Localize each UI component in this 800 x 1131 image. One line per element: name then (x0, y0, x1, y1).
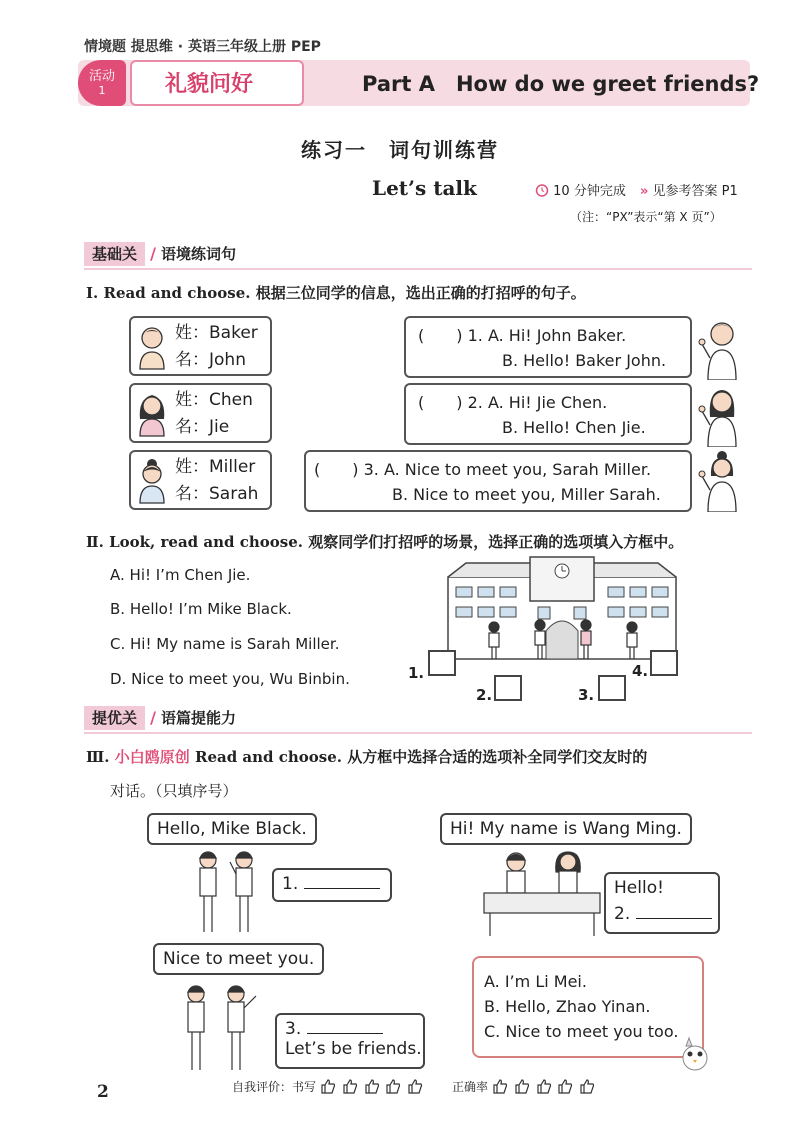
speech-bubble (272, 868, 392, 902)
two-boys-illustration (186, 846, 272, 934)
surname: Chen (209, 390, 253, 410)
activity-badge-num: 1 (98, 84, 106, 97)
boy-waving-icon (698, 318, 742, 380)
page-number: 2 (97, 1082, 109, 1102)
item-number: 1. (467, 326, 483, 345)
section-rule (84, 732, 752, 734)
boy-avatar-icon (135, 322, 169, 370)
activity-badge-label: 活动 (88, 69, 115, 84)
answer-paren[interactable]: ( ) (418, 326, 463, 345)
blank-number: 3. (285, 1019, 302, 1039)
answer-box-4[interactable] (650, 650, 678, 676)
thumbs-up-icon[interactable] (320, 1078, 336, 1097)
given-name: John (209, 350, 246, 370)
choice-box (304, 450, 692, 512)
surname: Miller (209, 457, 256, 477)
choice-box (404, 316, 692, 378)
q-title-cn: 从方框中选择合适的选项补全同学们交友时的 (347, 748, 648, 766)
option-c: C. Hi! My name is Sarah Miller. (110, 635, 340, 653)
answer-line[interactable] (307, 1033, 383, 1034)
q-number: Ⅲ. (86, 748, 110, 766)
girl-waving-icon (698, 450, 742, 512)
speech-bubble (604, 872, 720, 934)
reply-text: Let’s be friends. (285, 1039, 422, 1059)
answer-line[interactable] (636, 918, 712, 919)
divider: / (150, 708, 156, 727)
blank-number: 1. (408, 664, 425, 682)
two-boys-illustration (176, 980, 266, 1072)
original-badge: 小白鸥原创 (114, 748, 190, 766)
section-basic (84, 243, 236, 264)
unit-title: Part A How do we greet friends? (362, 72, 760, 96)
given-name-label: 名： (175, 484, 209, 504)
thumbs-up-icon[interactable] (407, 1078, 423, 1097)
section-rule (84, 268, 752, 270)
self-evaluation (232, 1078, 425, 1097)
q-title-cn-cont: 对话。（只填序号） (110, 782, 238, 800)
surname: Baker (209, 323, 258, 343)
blank-number: 1. (282, 874, 299, 894)
option-a: A. Nice to meet you, Sarah Miller. (383, 460, 652, 479)
answer-box-1[interactable] (428, 650, 456, 676)
blank-number: 3. (578, 686, 595, 704)
choice-box (404, 383, 692, 445)
speech-bubble: Hi! My name is Wang Ming. (440, 813, 692, 845)
surname-label: 姓： (175, 390, 209, 410)
student-card (129, 383, 272, 443)
item-number: 3. (363, 460, 379, 479)
seagull-mascot-icon (678, 1036, 712, 1072)
answer-ref-text: 见参考答案 P1 (652, 184, 738, 199)
student-card (129, 316, 272, 376)
girl-waving-icon (698, 385, 742, 447)
question-2-title (86, 531, 683, 552)
option-b: B. Nice to meet you, Miller Sarah. (392, 485, 661, 504)
option-c: C. Nice to meet you too. (484, 1022, 679, 1041)
given-name-label: 名： (175, 350, 209, 370)
q-title-en: Look, read and choose. (109, 533, 303, 551)
activity-title: 礼貌问好 (165, 72, 254, 97)
item-number: 2. (467, 393, 483, 412)
answer-line[interactable] (304, 888, 380, 889)
q-title-cn: 观察同学们打招呼的场景，选择正确的选项填入方框中。 (308, 533, 684, 551)
accuracy-label: 正确率 (452, 1080, 489, 1094)
students-at-desk-illustration (480, 846, 604, 938)
thumbs-up-icon[interactable] (579, 1078, 595, 1097)
option-b: B. Hello! Chen Jie. (502, 418, 646, 437)
option-a: A. Hi! John Baker. (487, 326, 627, 345)
divider: / (150, 244, 156, 263)
answer-box-3[interactable] (598, 675, 626, 701)
time-text: 10 分钟完成 (553, 184, 626, 199)
section-label: 语篇提能力 (161, 709, 237, 727)
q-number: Ⅱ. (86, 533, 104, 551)
school-scene-illustration (446, 555, 678, 665)
thumbs-up-icon[interactable] (385, 1078, 401, 1097)
girl-avatar-icon (135, 389, 169, 437)
reply-text: Hello! (614, 878, 664, 898)
thumbs-up-icon[interactable] (536, 1078, 552, 1097)
q-number: Ⅰ. (86, 284, 99, 302)
q-title-en: Read and choose. (194, 748, 343, 766)
option-d: D. Nice to meet you, Wu Binbin. (110, 670, 350, 688)
speech-bubble (275, 1013, 425, 1069)
thumbs-up-icon[interactable] (514, 1078, 530, 1097)
option-b: B. Hello! Baker John. (502, 351, 667, 370)
option-b: B. Hello! I’m Mike Black. (110, 600, 292, 618)
option-b: B. Hello, Zhao Yinan. (484, 997, 651, 1016)
accuracy-evaluation (452, 1078, 597, 1097)
thumbs-up-icon[interactable] (342, 1078, 358, 1097)
blank-number: 2. (614, 904, 631, 924)
blank-number: 2. (476, 686, 493, 704)
speech-bubble: Nice to meet you. (153, 943, 324, 975)
speech-bubble: Hello, Mike Black. (147, 813, 317, 845)
lesson-subtitle: Let’s talk (372, 176, 477, 200)
section-tag: 基础关 (84, 242, 145, 266)
student-card (129, 450, 272, 510)
section-label: 语境练词句 (161, 245, 237, 263)
question-1-title (86, 282, 586, 303)
thumbs-up-icon[interactable] (492, 1078, 508, 1097)
given-name: Sarah (209, 484, 259, 504)
surname-label: 姓： (175, 457, 209, 477)
answer-paren[interactable]: ( ) (314, 460, 359, 479)
given-name: Jie (209, 417, 230, 437)
answer-box-2[interactable] (494, 675, 522, 701)
section-tag: 提优关 (84, 706, 145, 730)
q-title-en: Read and choose. (103, 284, 251, 302)
options-box (472, 956, 704, 1058)
time-info (535, 180, 626, 199)
thumbs-up-icon[interactable] (364, 1078, 380, 1097)
blank-number: 4. (632, 662, 649, 680)
option-a: A. Hi! Jie Chen. (487, 393, 608, 412)
page-note: （注：“PX”表示“第 X 页”） (570, 210, 722, 224)
given-name-label: 名： (175, 417, 209, 437)
section-advanced (84, 707, 236, 728)
answer-paren[interactable]: ( ) (418, 393, 463, 412)
option-a: A. I’m Li Mei. (484, 972, 587, 991)
clock-icon (535, 183, 549, 197)
q-title-cn: 根据三位同学的信息，选出正确的打招呼的句子。 (255, 284, 586, 302)
question-3-title (86, 746, 647, 767)
answer-ref (640, 180, 738, 199)
girl-avatar-icon (135, 456, 169, 504)
book-title: 情境题 提思维 · 英语三年级上册 PEP (84, 39, 321, 55)
exercise-title: 练习一 词句训练营 (301, 138, 499, 162)
option-a: A. Hi! I’m Chen Jie. (110, 566, 251, 584)
surname-label: 姓： (175, 323, 209, 343)
activity-badge (78, 60, 126, 106)
double-chevron-icon: » (640, 184, 649, 199)
self-eval-label: 自我评价：书写 (232, 1080, 317, 1094)
thumbs-up-icon[interactable] (557, 1078, 573, 1097)
